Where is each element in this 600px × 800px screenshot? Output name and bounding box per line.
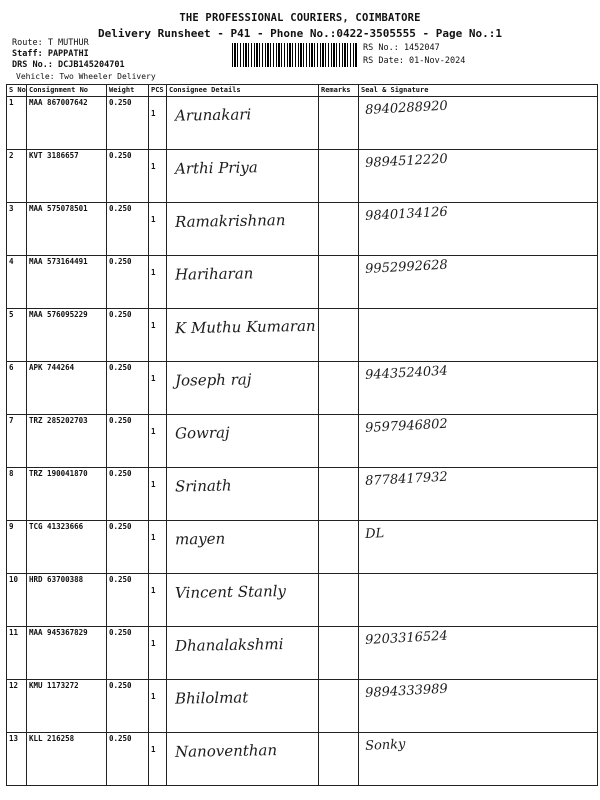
cell-weight <box>107 733 149 786</box>
cell-sno-text: 4 <box>9 257 14 266</box>
cell-consignment <box>27 362 107 415</box>
table-row <box>7 680 598 733</box>
cell-consignee <box>167 362 319 415</box>
cell-pcs-text: 1 <box>151 745 156 754</box>
table-row <box>7 150 598 203</box>
table-row <box>7 574 598 627</box>
cell-sno <box>7 468 27 521</box>
cell-pcs-text: 1 <box>151 692 156 701</box>
cell-pcs-text: 1 <box>151 162 156 171</box>
signature-text: 9443524034 <box>364 363 449 384</box>
cell-remarks <box>319 309 359 362</box>
consignee-handwriting: Vincent Stanly <box>174 582 287 602</box>
cell-consignee <box>167 415 319 468</box>
cell-consignee <box>167 309 319 362</box>
route-label: Route: T MUTHUR <box>12 38 89 48</box>
signature-text: 9203316524 <box>364 628 449 649</box>
cell-consignee <box>167 733 319 786</box>
cell-remarks <box>319 256 359 309</box>
cell-seal-signature <box>359 97 598 150</box>
cell-sno-text: 12 <box>9 681 19 690</box>
consignee-handwriting: Hariharan <box>174 264 254 284</box>
cell-remarks <box>319 627 359 680</box>
cell-consignee <box>167 256 319 309</box>
barcode <box>232 43 357 67</box>
cell-sno <box>7 733 27 786</box>
cell-weight-text: 0.250 <box>109 681 132 690</box>
signature-text: DL <box>364 526 385 543</box>
table-row <box>7 203 598 256</box>
signature-text: 9894512220 <box>364 151 449 172</box>
cell-seal-signature <box>359 574 598 627</box>
cell-sno-text: 11 <box>9 628 19 637</box>
table-row <box>7 468 598 521</box>
cell-consignee <box>167 627 319 680</box>
table-row <box>7 309 598 362</box>
cell-sno <box>7 680 27 733</box>
cell-consignment <box>27 256 107 309</box>
signature-text: 9597946802 <box>364 416 449 437</box>
cell-pcs-text: 1 <box>151 586 156 595</box>
cell-pcs-text: 1 <box>151 109 156 118</box>
cell-consignee <box>167 521 319 574</box>
run-details <box>12 38 125 71</box>
cell-pcs <box>149 150 167 203</box>
cell-consignment <box>27 415 107 468</box>
cell-weight <box>107 415 149 468</box>
cell-weight-text: 0.250 <box>109 575 132 584</box>
cell-weight <box>107 97 149 150</box>
header-pcs: PCS <box>149 85 167 97</box>
cell-consignment <box>27 468 107 521</box>
cell-remarks <box>319 733 359 786</box>
signature-text: 9952992628 <box>364 257 449 278</box>
cell-weight <box>107 627 149 680</box>
cell-seal-signature <box>359 362 598 415</box>
cell-weight-text: 0.250 <box>109 416 132 425</box>
header-remarks: Remarks <box>319 85 359 97</box>
table-row <box>7 362 598 415</box>
consignee-handwriting: Dhanalakshmi <box>174 635 284 655</box>
signature-text: Sonky <box>364 736 406 755</box>
cell-consignment-text: KVT 3186657 <box>29 151 79 160</box>
consignee-handwriting: Arthi Priya <box>174 158 258 178</box>
cell-consignee <box>167 97 319 150</box>
cell-consignment <box>27 733 107 786</box>
consignee-handwriting: Gowraj <box>174 423 230 443</box>
cell-consignment-text: TRZ 285202703 <box>29 416 88 425</box>
signature-text: 8940288920 <box>364 98 449 119</box>
consignee-handwriting: K Muthu Kumaran <box>174 316 316 338</box>
cell-remarks <box>319 468 359 521</box>
cell-sno-text: 5 <box>9 310 14 319</box>
cell-remarks <box>319 203 359 256</box>
consignee-handwriting: Ramakrishnan <box>174 211 286 231</box>
signature-text: 8778417932 <box>364 469 449 490</box>
cell-remarks <box>319 521 359 574</box>
cell-weight <box>107 150 149 203</box>
cell-consignee <box>167 468 319 521</box>
cell-consignment <box>27 203 107 256</box>
table-row <box>7 627 598 680</box>
table-row <box>7 97 598 150</box>
cell-pcs <box>149 574 167 627</box>
cell-pcs-text: 1 <box>151 215 156 224</box>
cell-seal-signature <box>359 256 598 309</box>
cell-sno-text: 10 <box>9 575 19 584</box>
cell-consignment <box>27 309 107 362</box>
cell-weight <box>107 203 149 256</box>
cell-weight <box>107 574 149 627</box>
cell-consignment <box>27 97 107 150</box>
rs-number: RS No.: 1452047 <box>363 43 440 53</box>
signature-text: 9840134126 <box>364 204 449 225</box>
cell-weight-text: 0.250 <box>109 363 132 372</box>
cell-consignment-text: HRD 63700388 <box>29 575 84 584</box>
cell-remarks <box>319 97 359 150</box>
cell-consignment <box>27 150 107 203</box>
cell-weight-text: 0.250 <box>109 522 132 531</box>
cell-sno-text: 3 <box>9 204 14 213</box>
cell-sno-text: 2 <box>9 151 14 160</box>
runsheet-title: Delivery Runsheet - P41 - Phone No.:0422-3505555 - Page No.:1 <box>98 27 502 40</box>
cell-seal-signature <box>359 680 598 733</box>
cell-sno-text: 8 <box>9 469 14 478</box>
cell-sno <box>7 150 27 203</box>
table-row <box>7 733 598 786</box>
cell-weight-text: 0.250 <box>109 628 132 637</box>
cell-seal-signature <box>359 733 598 786</box>
cell-pcs-text: 1 <box>151 639 156 648</box>
cell-consignee <box>167 203 319 256</box>
consignee-handwriting: Nanoventhan <box>174 741 278 761</box>
cell-weight <box>107 680 149 733</box>
cell-sno-text: 7 <box>9 416 14 425</box>
header-consignee: Consignee Details <box>167 85 319 97</box>
cell-pcs-text: 1 <box>151 480 156 489</box>
cell-remarks <box>319 362 359 415</box>
cell-seal-signature <box>359 309 598 362</box>
cell-weight <box>107 521 149 574</box>
cell-consignment-text: MAA 576095229 <box>29 310 88 319</box>
cell-sno <box>7 362 27 415</box>
cell-remarks <box>319 680 359 733</box>
cell-weight-text: 0.250 <box>109 257 132 266</box>
drs-number: DRS No.: DCJB145204701 <box>12 60 125 70</box>
cell-consignment <box>27 627 107 680</box>
cell-sno <box>7 415 27 468</box>
signature-text <box>365 574 595 582</box>
table-row <box>7 256 598 309</box>
table-header-row <box>7 85 598 97</box>
cell-sno <box>7 309 27 362</box>
cell-pcs-text: 1 <box>151 321 156 330</box>
cell-seal-signature <box>359 150 598 203</box>
consignee-handwriting: Bhilolmat <box>174 688 249 708</box>
consignee-handwriting: mayen <box>174 529 226 549</box>
cell-consignment-text: KMU 1173272 <box>29 681 79 690</box>
vehicle-label: Vehicle: Two Wheeler Delivery <box>16 72 156 81</box>
cell-weight <box>107 468 149 521</box>
header-seal-signature: Seal & Signature <box>359 85 598 97</box>
cell-pcs-text: 1 <box>151 427 156 436</box>
cell-weight <box>107 309 149 362</box>
cell-pcs <box>149 415 167 468</box>
runsheet-table <box>6 84 598 786</box>
cell-seal-signature <box>359 521 598 574</box>
cell-pcs <box>149 203 167 256</box>
signature-text: 9894333989 <box>364 681 449 702</box>
cell-seal-signature <box>359 468 598 521</box>
cell-weight <box>107 256 149 309</box>
cell-sno-text: 13 <box>9 734 19 743</box>
cell-pcs <box>149 468 167 521</box>
cell-sno <box>7 521 27 574</box>
company-name: THE PROFESSIONAL COURIERS, COIMBATORE <box>179 12 421 24</box>
cell-pcs <box>149 97 167 150</box>
table-row <box>7 521 598 574</box>
cell-consignment-text: MAA 575078501 <box>29 204 88 213</box>
cell-consignment-text: TRZ 190041870 <box>29 469 88 478</box>
cell-pcs <box>149 733 167 786</box>
cell-pcs <box>149 521 167 574</box>
staff-label: Staff: PAPPATHI <box>12 49 89 59</box>
cell-weight-text: 0.250 <box>109 734 132 743</box>
cell-sno-text: 6 <box>9 363 14 372</box>
cell-weight-text: 0.250 <box>109 310 132 319</box>
cell-consignment-text: MAA 867007642 <box>29 98 88 107</box>
cell-sno-text: 9 <box>9 522 14 531</box>
cell-pcs <box>149 362 167 415</box>
cell-sno <box>7 203 27 256</box>
cell-consignee <box>167 680 319 733</box>
cell-sno <box>7 627 27 680</box>
cell-seal-signature <box>359 415 598 468</box>
cell-weight <box>107 362 149 415</box>
cell-consignment-text: TCG 41323666 <box>29 522 84 531</box>
cell-remarks <box>319 574 359 627</box>
consignee-handwriting: Joseph raj <box>174 370 252 390</box>
cell-pcs <box>149 256 167 309</box>
cell-sno <box>7 256 27 309</box>
cell-remarks <box>319 150 359 203</box>
header-weight: Weight <box>107 85 149 97</box>
cell-pcs <box>149 680 167 733</box>
cell-pcs-text: 1 <box>151 533 156 542</box>
cell-sno-text: 1 <box>9 98 14 107</box>
cell-consignment <box>27 521 107 574</box>
cell-consignee <box>167 150 319 203</box>
cell-pcs <box>149 309 167 362</box>
consignee-handwriting: Srinath <box>174 476 232 496</box>
cell-consignee <box>167 574 319 627</box>
consignee-handwriting: Arunakari <box>174 105 252 125</box>
cell-consignment-text: KLL 216258 <box>29 734 75 743</box>
rs-date: RS Date: 01-Nov-2024 <box>363 56 466 66</box>
table-row <box>7 415 598 468</box>
cell-consignment-text: MAA 573164491 <box>29 257 88 266</box>
cell-remarks <box>319 415 359 468</box>
cell-sno <box>7 97 27 150</box>
header-sno: S No <box>7 85 27 97</box>
header-consignment: Consignment No <box>27 85 107 97</box>
cell-seal-signature <box>359 203 598 256</box>
cell-weight-text: 0.250 <box>109 98 132 107</box>
cell-pcs-text: 1 <box>151 268 156 277</box>
cell-weight-text: 0.250 <box>109 469 132 478</box>
cell-weight-text: 0.250 <box>109 204 132 213</box>
cell-consignment-text: APK 744264 <box>29 363 75 372</box>
cell-consignment <box>27 680 107 733</box>
signature-text <box>365 309 595 317</box>
cell-pcs-text: 1 <box>151 374 156 383</box>
cell-seal-signature <box>359 627 598 680</box>
cell-consignment-text: MAA 945367829 <box>29 628 88 637</box>
rs-details <box>363 42 465 68</box>
cell-weight-text: 0.250 <box>109 151 132 160</box>
cell-sno <box>7 574 27 627</box>
cell-consignment <box>27 574 107 627</box>
cell-pcs <box>149 627 167 680</box>
